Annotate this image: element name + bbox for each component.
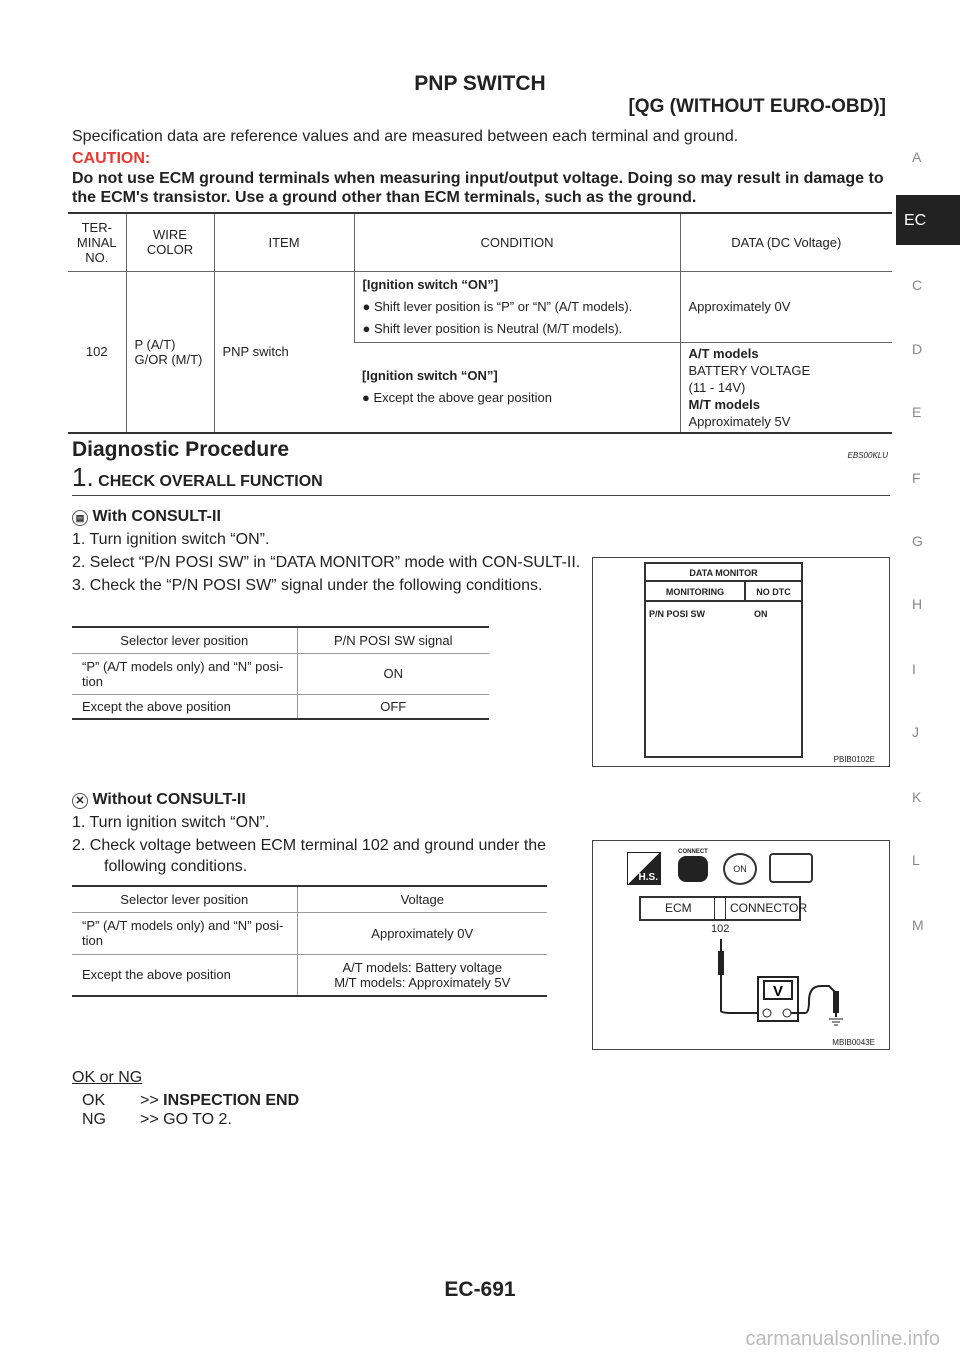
- ng-action[interactable]: >> GO TO 2.: [140, 1111, 232, 1128]
- with-consult-section: ▤ With CONSULT-II 1. Turn ignition switch “ON”. 2. Select “P/N POSI SW” in “DATA MONITOR” mode with CON-SULT-II. 3. Check the “P/N POSI SW” signal under the following conditions.: [72, 508, 581, 594]
- consult-icon: ▤: [72, 510, 88, 526]
- section-code: EBS00KLU: [847, 451, 888, 460]
- data-1: Approximately 0V: [680, 271, 892, 342]
- watermark: carmanualsonline.info: [745, 1328, 940, 1350]
- without-consult-section: ✕ Without CONSULT-II 1. Turn ignition switch “ON”. 2. Check voltage between ECM terminal 102 and ground under the following conditions.: [72, 791, 547, 875]
- page-subtitle: [QG (WITHOUT EURO-OBD)]: [628, 96, 886, 117]
- side-tab-d[interactable]: D: [912, 341, 923, 357]
- item: PNP switch: [214, 271, 354, 433]
- side-tab-f[interactable]: F: [912, 470, 921, 486]
- terminal-no: 102: [68, 271, 126, 433]
- wire-color: P (A/T) G/OR (M/T): [126, 271, 214, 433]
- side-tab-ec[interactable]: EC: [896, 195, 960, 245]
- ecm-connector: ECM CONNECTOR: [639, 896, 801, 921]
- side-tab-j[interactable]: J: [912, 724, 919, 740]
- page-title: PNP SWITCH: [414, 72, 546, 95]
- terminal-label: 102: [711, 923, 730, 935]
- header-item: ITEM: [214, 213, 354, 271]
- side-tab-m[interactable]: M: [912, 917, 924, 933]
- result-title: OK or NG: [72, 1069, 143, 1086]
- condition-1: [Ignition switch “ON”] ● Shift lever position is “P” or “N” (A/T models). ● Shift lever position is Neutral (M/T models).: [354, 271, 680, 342]
- voltage-condition-table: Selector lever position Voltage “P” (A/T models only) and “N” posi-tion Approximately 0V Except the above position A/T models: Battery voltage M/T models: Approximately 5V: [72, 885, 547, 997]
- section-title: Diagnostic Procedure: [72, 438, 290, 461]
- header-condition: CONDITION: [354, 213, 680, 271]
- side-tab-h[interactable]: H: [912, 596, 923, 612]
- ok-action: >> INSPECTION END: [140, 1092, 300, 1109]
- side-tab-e[interactable]: E: [912, 404, 922, 420]
- no-consult-icon: ✕: [72, 793, 88, 809]
- side-tab-k[interactable]: K: [912, 789, 922, 805]
- side-tab-l[interactable]: L: [912, 852, 920, 868]
- intro-text: Specification data are reference values and are measured between each terminal and ground.: [72, 128, 739, 145]
- ng-label: NG: [82, 1111, 106, 1128]
- caution-text: Do not use ECM ground terminals when measuring input/output voltage. Doing so may result in damage to the ECM's transistor. Use a ground other than ECM terminals, such as the ground.: [72, 170, 884, 206]
- terminal-spec-table: [68, 212, 892, 434]
- probe-wiring-diagram: [593, 841, 891, 1051]
- hs-icon: H.S.: [627, 852, 661, 885]
- page-number: EC-691: [444, 1278, 516, 1301]
- header-wire: WIRE COLOR: [126, 213, 214, 271]
- header-data: DATA (DC Voltage): [680, 213, 892, 271]
- side-tab-i[interactable]: I: [912, 661, 916, 677]
- ok-label: OK: [82, 1092, 106, 1109]
- connect-icon: CONNECT: [673, 849, 713, 882]
- caution-label: CAUTION:: [72, 150, 151, 167]
- data-2: A/T models BATTERY VOLTAGE (11 - 14V) M/T models Approximately 5V: [680, 342, 892, 433]
- side-tab-g[interactable]: G: [912, 533, 923, 549]
- step-heading: 1. CHECK OVERALL FUNCTION: [72, 462, 890, 496]
- voltage-check-figure: H.S. CONNECT ON ECM CONNECTOR 102 V MBIB0043E: [592, 840, 890, 1050]
- consult-condition-table: Selector lever position P/N POSI SW signal “P” (A/T models only) and “N” posi-tion ON Except the above position OFF: [72, 626, 489, 720]
- header-terminal: TER-MINAL NO.: [76, 219, 117, 265]
- side-tab-c[interactable]: C: [912, 277, 923, 293]
- voltmeter-label: V: [772, 983, 784, 1000]
- side-tab-a[interactable]: A: [912, 149, 922, 165]
- data-monitor-figure: DATA MONITOR MONITORING NO DTC P/N POSI SW ON PBIB0102E: [592, 557, 890, 767]
- condition-2: [Ignition switch “ON”] ● Except the above gear position: [354, 342, 680, 433]
- ignition-key-icon: ON: [723, 853, 757, 885]
